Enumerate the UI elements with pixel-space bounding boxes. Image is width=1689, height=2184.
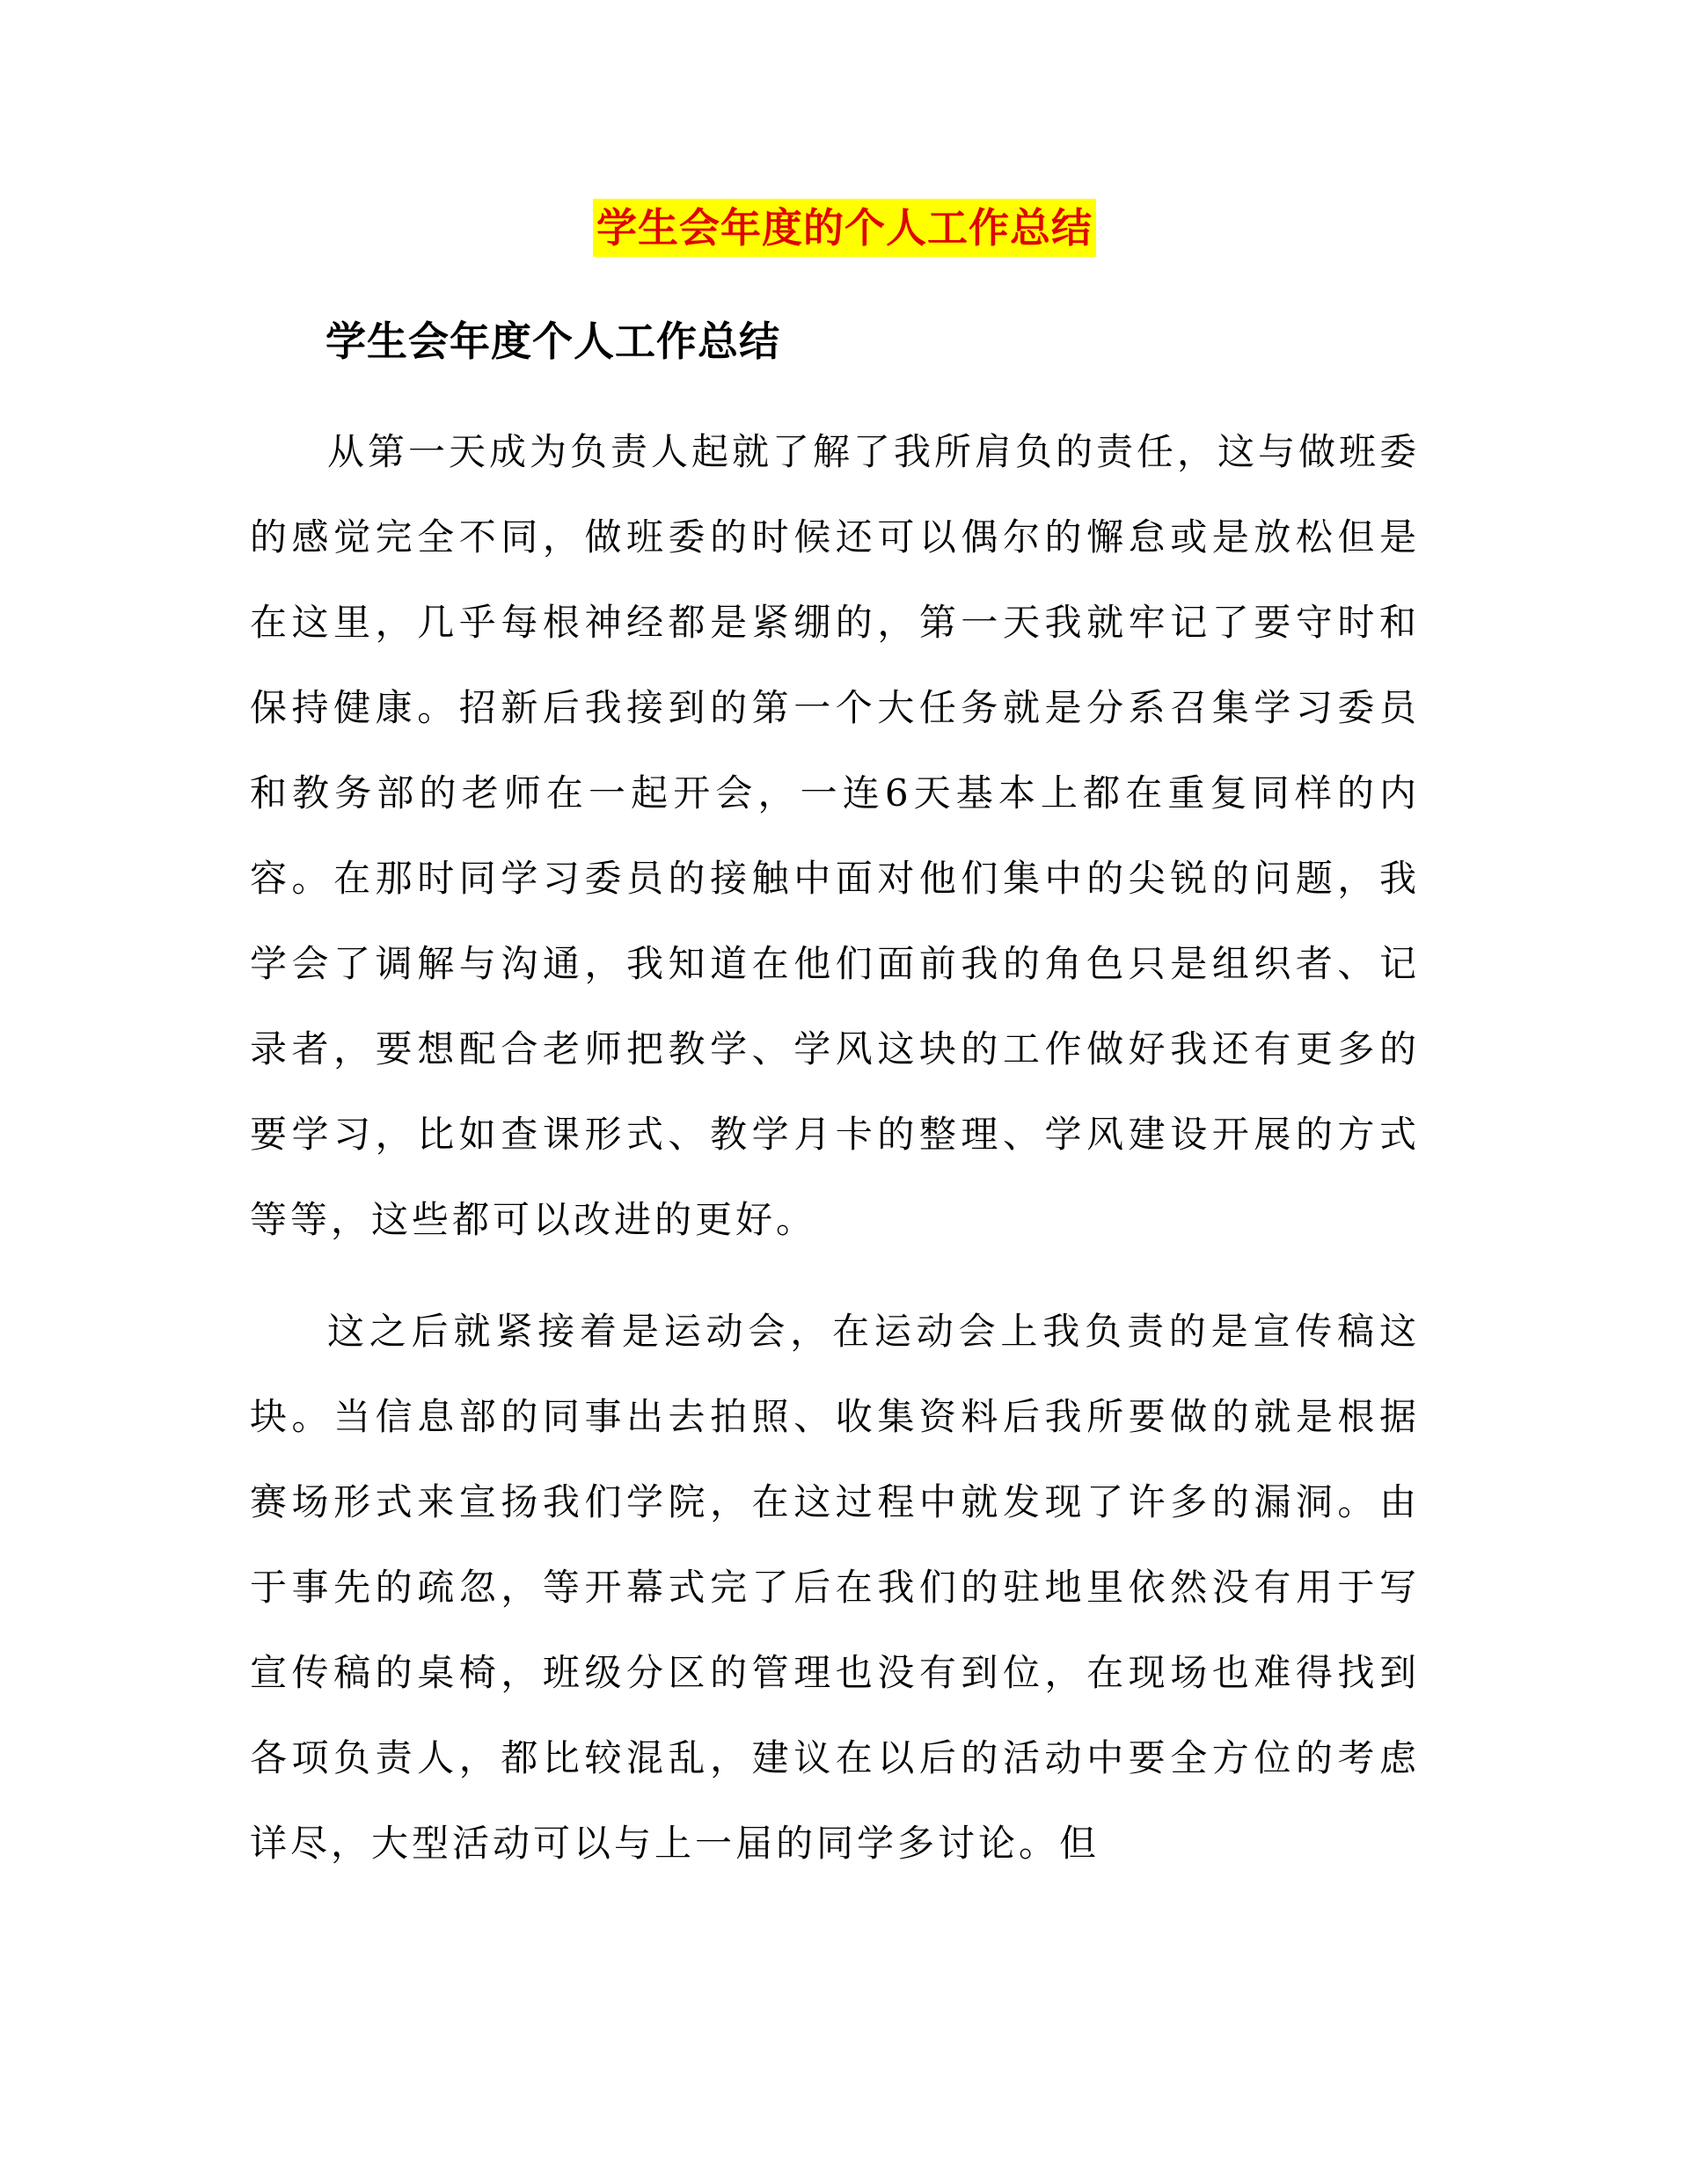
- body-paragraph-1: 从第一天成为负责人起就了解了我所肩负的责任，这与做班委的感觉完全不同，做班委的时候还可以偶尔的懈怠或是放松但是在这里，几乎每根神经都是紧绷的，第一天我就牢记了要守时和保持健康。招新后我接到的第一个大任务就是分系召集学习委员和教务部的老师在一起开会，一连6天基本上都在重复同样的内容。在那时同学习委员的接触中面对他们集中的尖锐的问题，我学会了调解与沟通，我知道在他们面前我的角色只是组织者、记录者，要想配合老师把教学、学风这块的工作做好我还有更多的要学习，比如查课形式、教学月卡的整理、学风建设开展的方式等等，这些都可以改进的更好。: [250, 430, 1421, 1241]
- body-paragraph-2: 这之后就紧接着是运动会，在运动会上我负责的是宣传稿这块。当信息部的同事出去拍照、收集资料后我所要做的就是根据赛场形式来宣扬我们学院，在这过程中就发现了许多的漏洞。由于事先的疏忽，等开幕式完了后在我们的驻地里依然没有用于写宣传稿的桌椅，班级分区的管理也没有到位，在现场也难得找到各项负责人，都比较混乱，建议在以后的活动中要全方位的考虑详尽，大型活动可以与上一届的同学多讨论。但: [250, 1310, 1420, 1865]
- document-subtitle: 学生会年度个人工作总结: [325, 318, 780, 365]
- document-title-container: [0, 199, 1689, 257]
- document-title: 学生会年度的个人工作总结: [593, 199, 1096, 257]
